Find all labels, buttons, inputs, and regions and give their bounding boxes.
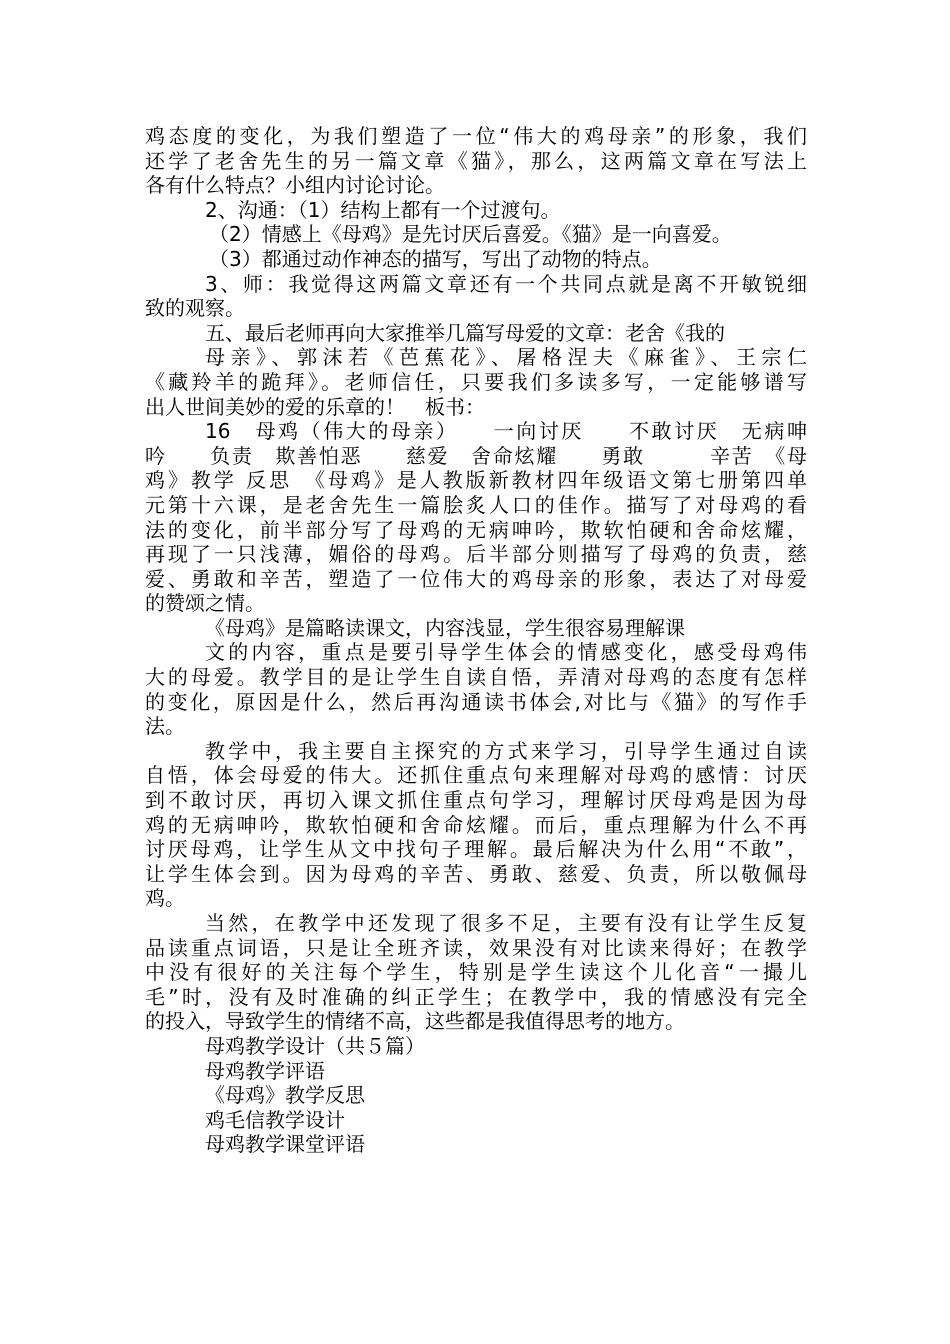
text-line: 讨厌母鸡，让学生从文中找句子理解。最后解决为什么用“不敢”， [145,837,807,862]
text-line: 毛”时，没有及时准确的纠正学生；在教学中，我的情感没有完全 [145,984,807,1009]
text-line: 大的母爱。教学目的是让学生自读自悟，弄清对母鸡的态度有怎样 [145,665,807,690]
document-body [145,124,807,1157]
text-line: 的变化，原因是什么，然后再沟通读书体会,对比与《猫》的写作手 [145,689,807,714]
text-line: 元第十六课，是老舍先生一篇脍炙人口的佳作。描写了对母鸡的看 [145,492,807,517]
text-line: 2、沟通：（1）结构上都有一个过渡句。 [205,197,561,222]
text-line: 鸡的无病呻吟，欺软怕硬和舍命炫耀。而后，重点理解为什么不再 [145,812,807,837]
text-line: 的赞颂之情。 [145,591,265,616]
text-line: 3、师：我觉得这两篇文章还有一个共同点就是离不开敏锐细 [205,271,807,296]
text-line: 再现了一只浅薄，媚俗的母鸡。后半部分则描写了母鸡的负责，慈 [145,542,807,567]
text-line: 法的变化，前半部分写了母鸡的无病呻吟，欺软怕硬和舍命炫耀， [145,517,807,542]
text-line: 到不敢讨厌，再切入课文抓住重点句学习，理解讨厌母鸡是因为母 [145,788,807,813]
text-line: 还学了老舍先生的另一篇文章《猫》，那么，这两篇文章在写法上 [145,148,807,173]
text-line: 让学生体会到。因为母鸡的辛苦、勇敢、慈爱、负责，所以敬佩母 [145,861,807,886]
related-title: 母鸡教学设计（共５篇） [205,1033,425,1058]
text-line: 16 母鸡（伟大的母亲） 一向讨厌 不敢讨厌 无病呻 [205,419,807,444]
text-line: 吟 负责 欺善怕恶 慈爱 舍命炫耀 勇敢 辛苦 《母 [145,443,807,468]
text-line: 爱、勇敢和辛苦，塑造了一位伟大的鸡母亲的形象，表达了对母爱 [145,566,807,591]
text-line: 母亲》、郭沫若《芭蕉花》、屠格涅夫《麻雀》、王宗仁 [205,345,807,370]
text-line: （2）情感上《母鸡》是先讨厌后喜爱。《猫》是一向喜爱。 [209,222,732,247]
text-line: 《藏羚羊的跪拜》。老师信任，只要我们多读多写，一定能够谱写 [145,369,807,394]
related-link[interactable]: 《母鸡》教学反思 [205,1083,365,1108]
text-line: 的投入，导致学生的情绪不高，这些都是我值得思考的地方。 [145,1009,685,1034]
text-line: 鸡。 [145,886,185,911]
text-line: 鸡态度的变化，为我们塑造了一位“伟大的鸡母亲”的形象，我们 [145,124,807,148]
text-line: 品读重点词语，只是让全班齐读，效果没有对比读来得好；在教学 [145,935,807,960]
text-line: 教学中，我主要自主探究的方式来学习，引导学生通过自读 [205,738,807,763]
text-line: （3）都通过动作神态的描写，写出了动物的特点。 [209,246,662,271]
text-line: 《母鸡》是篇略读课文，内容浅显，学生很容易理解课 [205,615,685,640]
text-line: 五、最后老师再向大家推举几篇写母爱的文章：老舍《我的 [205,320,725,345]
text-line: 出人世间美妙的爱的乐章的！ 板书： [145,394,485,419]
text-line: 法。 [145,714,185,739]
text-line: 文的内容，重点是要引导学生体会的情感变化，感受母鸡伟 [205,640,807,665]
related-link[interactable]: 母鸡教学课堂评语 [205,1132,365,1157]
text-line: 鸡》教学 反思 《母鸡》是人教版新教材四年级语文第七册第四单 [145,468,807,493]
text-line: 中没有很好的关注每个学生，特别是学生读这个儿化音“一撮儿 [145,960,807,985]
text-line: 当然，在教学中还发现了很多不足，主要有没有让学生反复 [205,911,807,935]
text-line: 致的观察。 [145,296,245,321]
related-link[interactable]: 母鸡教学评语 [205,1058,325,1083]
text-line: 自悟，体会母爱的伟大。还抓住重点句来理解对母鸡的感情：讨厌 [145,763,807,788]
related-link[interactable]: 鸡毛信教学设计 [205,1107,345,1132]
text-line: 各有什么特点？小组内讨论讨论。 [145,173,445,198]
